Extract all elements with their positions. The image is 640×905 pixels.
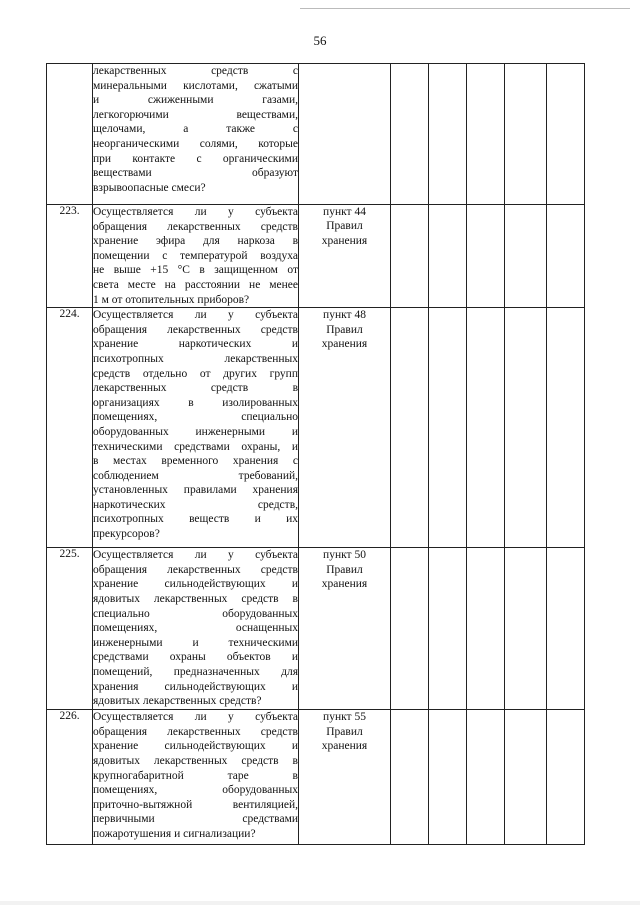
reference-line: Правил (326, 323, 363, 336)
question-line: оборудованных инженерными и (93, 425, 298, 438)
answer-cell (547, 308, 585, 548)
question-line: лекарственных средств в (93, 382, 298, 395)
question-line: легкогорючими веществами, (93, 108, 298, 121)
answer-cell (467, 205, 505, 308)
question-line: пожаротушения и сигнализации? (93, 827, 256, 840)
page-bottom-edge (0, 901, 640, 905)
answer-cell (429, 548, 467, 710)
answer-cell (505, 64, 547, 205)
question-line: взрывоопасные смеси? (93, 181, 206, 194)
reference-cell (299, 205, 391, 308)
question-line: лекарственных средств с (93, 65, 298, 77)
question-line: психотропных веществ и их (93, 513, 298, 526)
table-row (47, 205, 585, 308)
answer-cell (505, 308, 547, 548)
reference-cell (299, 308, 391, 548)
reference-line: Правил (326, 563, 363, 576)
reference-line: пункт 44 (323, 206, 366, 218)
answer-cell (547, 205, 585, 308)
question-line: помещениях, оборудованных (93, 784, 298, 797)
row-number (47, 64, 93, 205)
table-row (47, 710, 585, 845)
answer-cell (391, 710, 429, 845)
question-line: ядовитых лекарственных средств в (93, 754, 298, 767)
question-line: 1 м от отопительных приборов? (93, 293, 250, 306)
question-line: хранение сильнодействующих и (93, 578, 298, 591)
answer-cell (547, 548, 585, 710)
question-line: техническими средствами охраны, и (93, 440, 298, 453)
question-line: минеральными кислотами, сжатыми (93, 79, 298, 92)
question-line: щелочами, а также с (93, 123, 298, 136)
answer-cell (467, 710, 505, 845)
reference-line: хранения (321, 234, 368, 247)
question-cell (93, 710, 299, 845)
answer-cell (391, 548, 429, 710)
question-line: помещениях, специально (93, 411, 298, 424)
question-line: крупногабаритной таре в (93, 769, 298, 782)
question-line: наркотических средств, (93, 498, 298, 511)
question-line: Осуществляется ли у субъекта (93, 309, 298, 322)
question-line: Осуществляется ли у субъекта (93, 206, 298, 218)
question-line: приточно-вытяжной вентиляцией, (93, 798, 298, 811)
reference-cell (299, 548, 391, 710)
table-row (47, 548, 585, 710)
reference-line: Правил (326, 725, 363, 738)
question-line: хранение наркотических и (93, 338, 298, 351)
answer-cell (467, 64, 505, 205)
reference-line: пункт 50 (323, 549, 366, 562)
question-cell (93, 308, 299, 548)
question-line: обращения лекарственных средств (93, 220, 298, 233)
question-line: психотропных лекарственных (93, 352, 298, 365)
question-line: хранения сильнодействующих и (93, 680, 298, 693)
question-line: в местах временного хранения с (93, 455, 298, 468)
page-number: 56 (313, 33, 327, 48)
row-number: 226. (47, 710, 93, 845)
question-cell (93, 548, 299, 710)
question-line: не выше +15 °С в защищенном от (93, 264, 298, 277)
question-line: соблюдением требований, (93, 469, 298, 482)
reference-line: хранения (321, 577, 368, 590)
answer-cell (467, 548, 505, 710)
row-number: 225. (47, 548, 93, 710)
question-line: ядовитых лекарственных средств? (93, 695, 262, 708)
question-line: при контакте с органическими (93, 152, 298, 165)
question-line: помещениях, оснащенных (93, 622, 298, 635)
question-line: помещений, предназначенных для (93, 665, 298, 678)
question-line: первичными средствами (93, 813, 298, 826)
question-line: и сжиженными газами, (93, 94, 298, 107)
row-number: 224. (47, 308, 93, 548)
answer-cell (467, 308, 505, 548)
question-line: специально оборудованных (93, 607, 298, 620)
question-line: Осуществляется ли у субъекта (93, 549, 298, 562)
question-line: обращения лекарственных средств (93, 323, 298, 336)
answer-cell (547, 64, 585, 205)
table-row (47, 308, 585, 548)
checklist-table (46, 63, 585, 845)
question-cell (93, 205, 299, 308)
reference-cell (299, 710, 391, 845)
table-row (47, 64, 585, 205)
reference-line: пункт 55 (323, 711, 366, 724)
question-line: средств отдельно от других групп (93, 367, 298, 380)
answer-cell (429, 64, 467, 205)
reference-line: хранения (321, 337, 368, 350)
answer-cell (505, 548, 547, 710)
question-line: организациях в изолированных (93, 396, 298, 409)
question-line: света месте на расстоянии не менее (93, 278, 298, 291)
answer-cell (547, 710, 585, 845)
question-line: прекурсоров? (93, 528, 160, 541)
answer-cell (429, 205, 467, 308)
answer-cell (391, 308, 429, 548)
reference-line: хранения (321, 739, 368, 752)
answer-cell (391, 64, 429, 205)
question-line: инженерными и техническими (93, 636, 298, 649)
top-rule (300, 8, 630, 9)
question-line: обращения лекарственных средств (93, 563, 298, 576)
reference-line: пункт 48 (323, 309, 366, 322)
reference-line: Правил (326, 220, 363, 233)
question-line: хранение сильнодействующих и (93, 740, 298, 753)
question-line: обращения лекарственных средств (93, 725, 298, 738)
answer-cell (429, 308, 467, 548)
question-line: Осуществляется ли у субъекта (93, 711, 298, 724)
question-line: ядовитых лекарственных средств в (93, 592, 298, 605)
question-cell (93, 64, 299, 205)
answer-cell (505, 205, 547, 308)
question-line: веществами образуют (93, 167, 298, 180)
question-line: установленных правилами хранения (93, 484, 298, 497)
question-line: неорганическими солями, которые (93, 137, 298, 150)
reference-cell (299, 64, 391, 205)
answer-cell (429, 710, 467, 845)
question-line: помещении с температурой воздуха (93, 249, 298, 262)
answer-cell (505, 710, 547, 845)
question-line: средствами охраны объектов и (93, 651, 298, 664)
row-number: 223. (47, 205, 93, 308)
question-line: хранение эфира для наркоза в (93, 235, 298, 248)
answer-cell (391, 205, 429, 308)
